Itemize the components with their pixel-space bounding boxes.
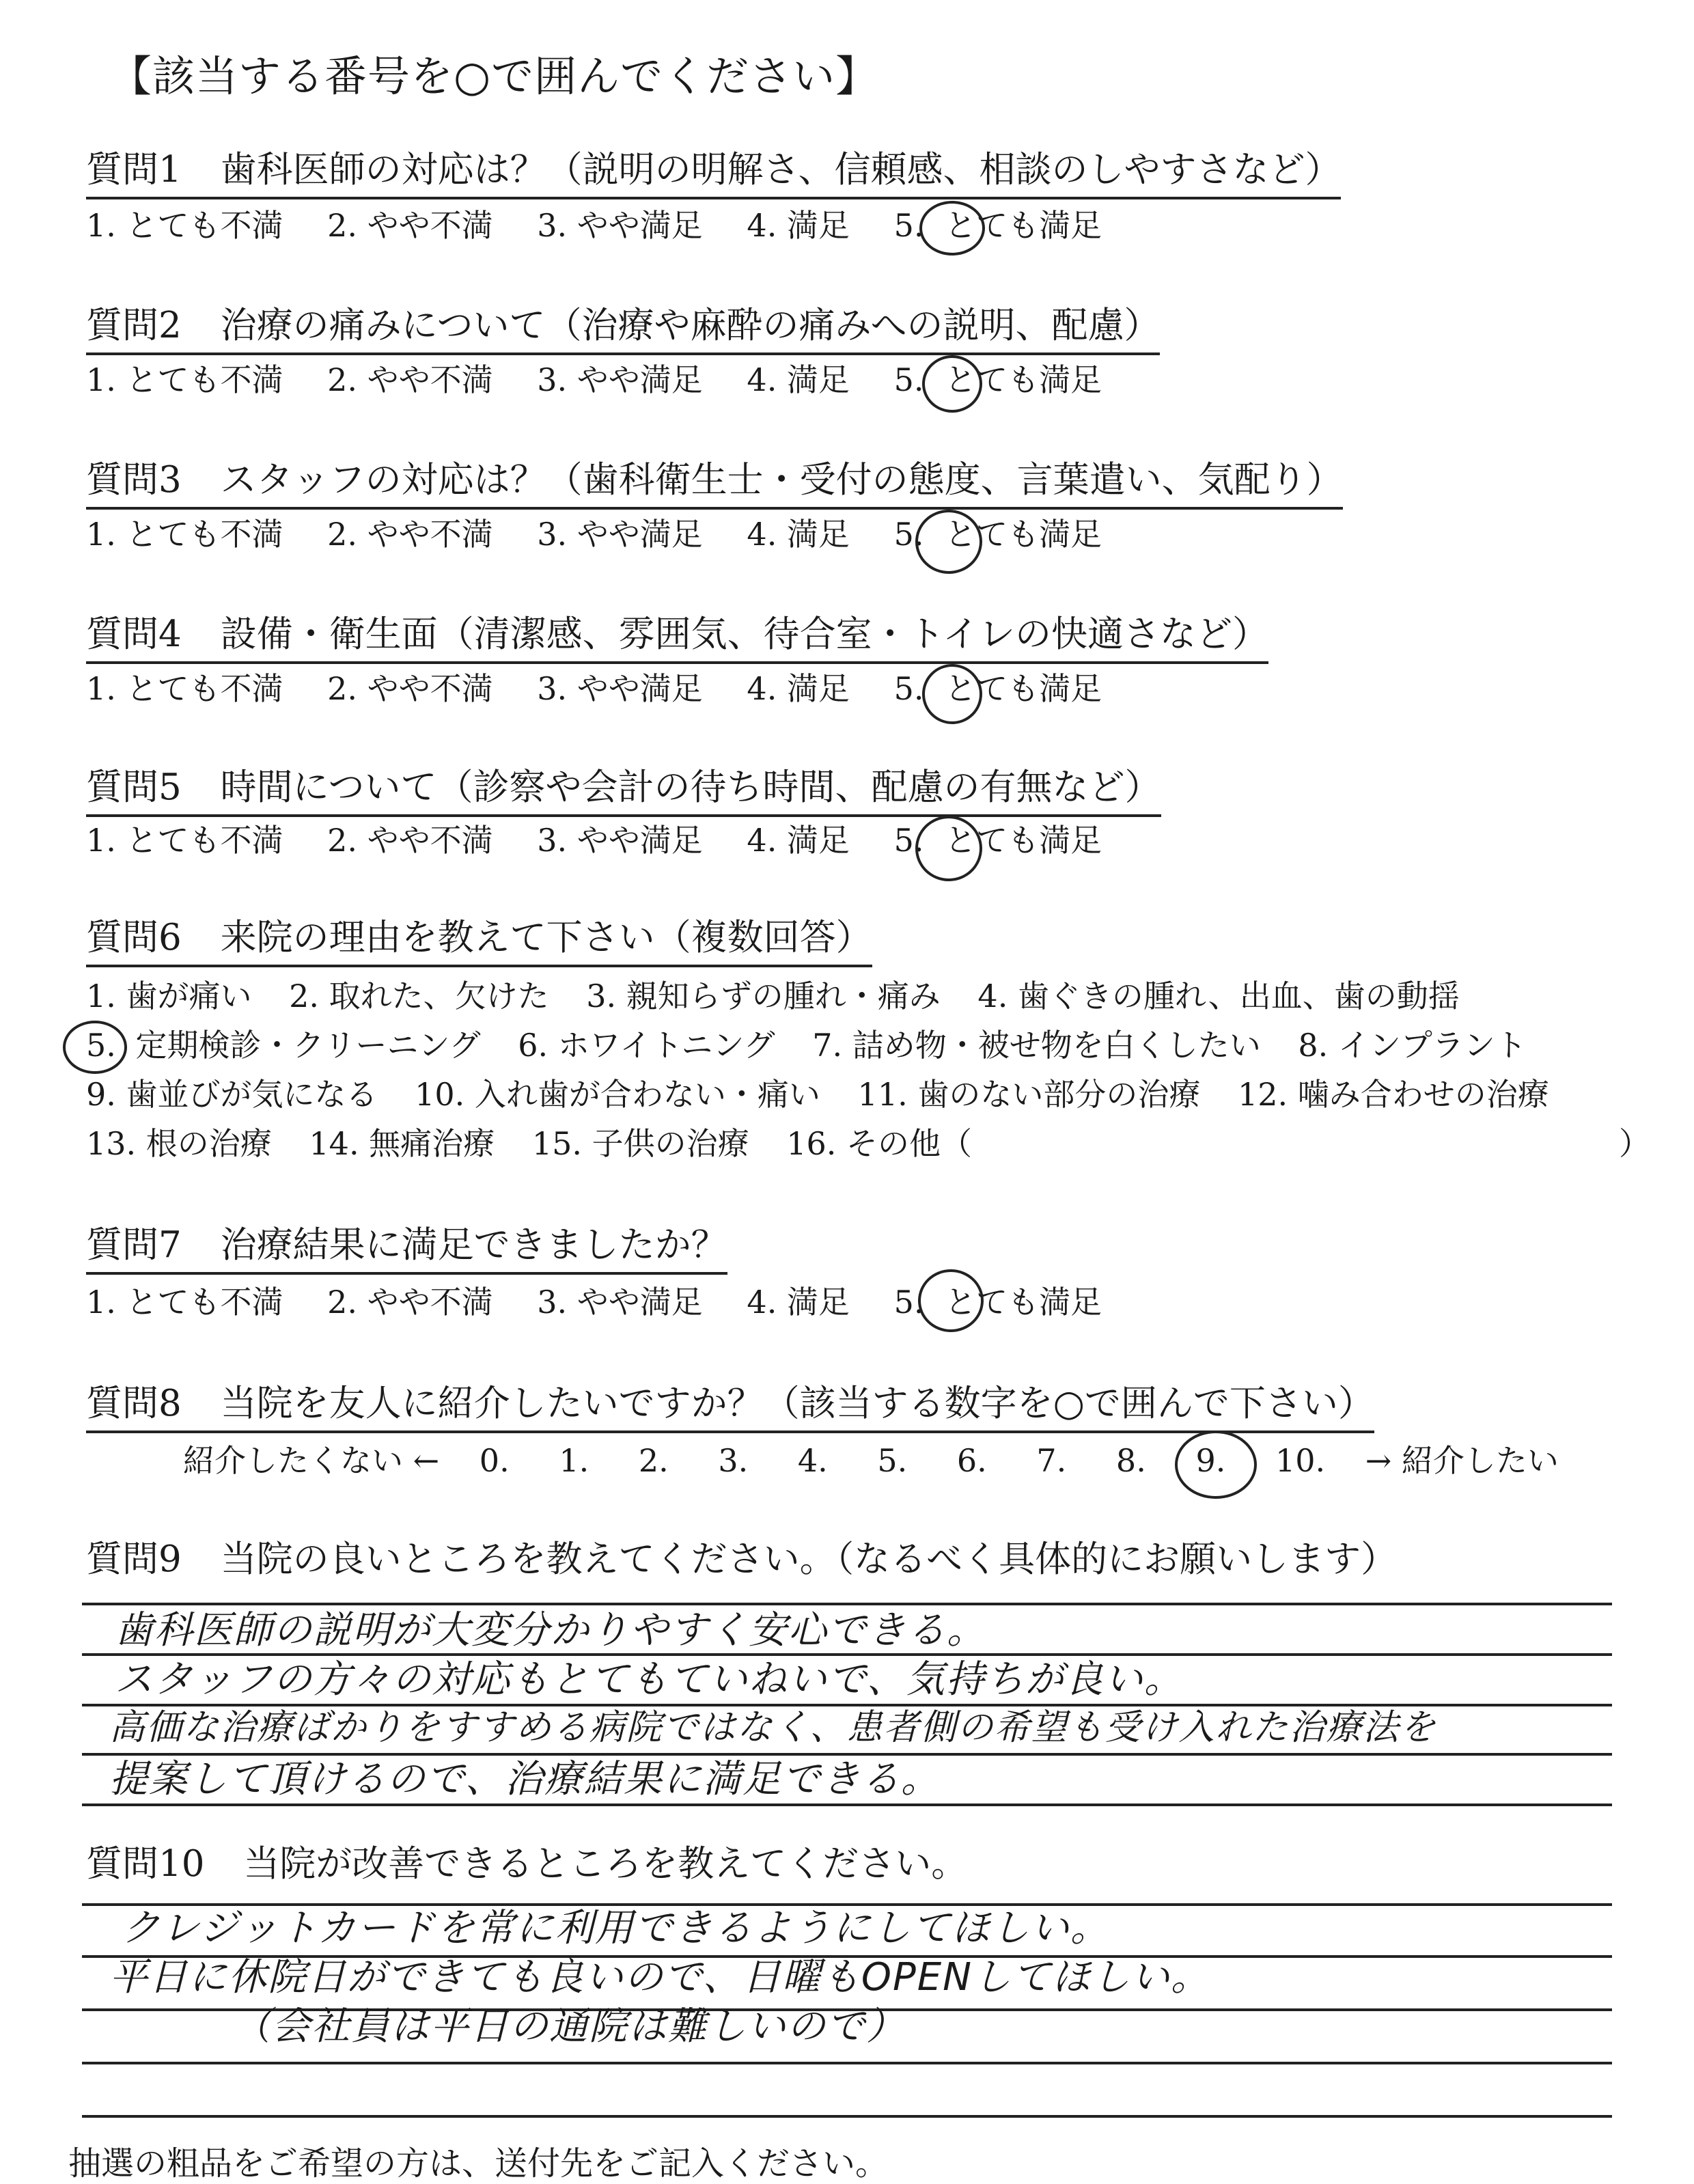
selection-circle-q2	[922, 355, 982, 413]
reason-option[interactable]: 9. 歯並びが気になる	[86, 1076, 378, 1113]
option-4[interactable]: 4. 満足	[747, 207, 850, 244]
question-8-scale	[183, 1440, 1559, 1481]
selection-circle-q5	[915, 816, 982, 881]
form-title: 【該当する番号を○で囲んでください】	[109, 51, 879, 101]
question-6-text: 来院の理由を教えて下さい（複数回答）	[220, 917, 872, 958]
question-3-text: スタッフの対応は？（歯科衛生士・受付の態度、言葉遣い、気配り）	[220, 459, 1343, 501]
option-2[interactable]: 2. やや不満	[327, 516, 493, 553]
option-3[interactable]: 3. やや満足	[537, 822, 703, 859]
footer-note: 抽選の粗品をご希望の方は、送付先をご記入ください。	[68, 2144, 889, 2183]
question-8-heading	[86, 1383, 1374, 1433]
reason-option[interactable]: 3. 親知らずの腫れ・痛み	[586, 978, 941, 1014]
reason-option[interactable]: 14. 無痛治療	[309, 1125, 495, 1162]
question-6-row-3	[86, 1074, 1549, 1115]
option-5[interactable]: 5.	[893, 670, 924, 707]
reason-option[interactable]: 6. ホワイトニング	[518, 1027, 775, 1064]
option-2[interactable]: 2. やや不満	[327, 361, 493, 398]
scale-left-label: 紹介したくない ←	[183, 1442, 440, 1479]
scale-3[interactable]: 3.	[718, 1442, 749, 1479]
option-2[interactable]: 2. やや不満	[327, 1284, 493, 1321]
reason-option-other[interactable]: 16. その他（	[786, 1125, 972, 1162]
selection-circle-q7	[918, 1269, 984, 1332]
answer-line	[82, 2062, 1612, 2064]
option-3[interactable]: 3. やや満足	[537, 516, 703, 553]
option-5-label: とても満足	[945, 207, 1102, 244]
question-10-text: 当院が改善できるところを教えてください。	[243, 1843, 968, 1885]
selection-circle-q3	[915, 510, 982, 574]
option-1[interactable]: 1. とても不満	[86, 822, 283, 859]
scale-right-label: → 紹介したい	[1365, 1442, 1559, 1479]
question-6-row-1	[86, 976, 1460, 1017]
option-1[interactable]: 1. とても不満	[86, 361, 283, 398]
selection-circle-q1	[919, 201, 985, 255]
selection-circle-q6	[63, 1021, 127, 1074]
q10-answer-line-3[interactable]: （会社員は平日の通院は難しいので）	[232, 2004, 906, 2049]
option-5[interactable]: 5.	[893, 1284, 924, 1321]
selection-circle-q8	[1175, 1430, 1257, 1499]
question-2-label: 質問2	[86, 305, 182, 346]
scale-6[interactable]: 6.	[956, 1442, 987, 1479]
option-1[interactable]: 1. とても不満	[86, 516, 283, 553]
question-9-text: 当院の良いところを教えてください。（なるべく具体的にお願いします）	[220, 1538, 1398, 1580]
reason-option[interactable]: 4. 歯ぐきの腫れ、出血、歯の動揺	[977, 978, 1460, 1014]
option-5[interactable]: 5.	[893, 516, 924, 553]
scale-10[interactable]: 10.	[1275, 1442, 1326, 1479]
question-6-label: 質問6	[86, 917, 182, 958]
option-3[interactable]: 3. やや満足	[537, 361, 703, 398]
option-2[interactable]: 2. やや不満	[327, 207, 493, 244]
question-2-heading	[86, 305, 1160, 355]
question-8-label: 質問8	[86, 1383, 182, 1424]
q10-answer-line-2[interactable]: 平日に休院日ができても良いので、日曜もOPENしてほしい。	[109, 1955, 1211, 2000]
q9-answer-line-4[interactable]: 提案して頂けるので、治療結果に満足できる。	[109, 1757, 941, 1801]
reason-option-5-number[interactable]: 5.	[86, 1027, 116, 1064]
question-10-label: 質問10	[86, 1843, 205, 1885]
option-4[interactable]: 4. 満足	[747, 516, 850, 553]
scale-5[interactable]: 5.	[877, 1442, 908, 1479]
question-9-label: 質問9	[86, 1538, 182, 1580]
option-1[interactable]: 1. とても不満	[86, 670, 283, 707]
option-4[interactable]: 4. 満足	[747, 822, 850, 859]
question-3-label: 質問3	[86, 459, 182, 501]
reason-option[interactable]: 8. インプラント	[1298, 1027, 1527, 1064]
option-5-label: とても満足	[945, 516, 1102, 553]
other-close-paren: ）	[1619, 1125, 1650, 1162]
option-5[interactable]: 5.	[893, 207, 924, 244]
reason-option[interactable]: 11. 歯のない部分の治療	[857, 1076, 1201, 1113]
question-4-heading	[86, 613, 1268, 664]
selection-circle-q4	[922, 664, 982, 724]
reason-option[interactable]: 13. 根の治療	[86, 1125, 272, 1162]
reason-option[interactable]: 15. 子供の治療	[531, 1125, 749, 1162]
q9-answer-line-3[interactable]: 高価な治療ばかりをすすめる病院ではなく、患者側の希望も受け入れた治療法を	[109, 1707, 1437, 1748]
q9-answer-line-2[interactable]: スタッフの方々の対応もとてもていねいで、気持ちが良い。	[115, 1657, 1184, 1702]
reason-option-5-label[interactable]: 定期検診・クリーニング	[135, 1027, 481, 1064]
option-5[interactable]: 5.	[893, 361, 924, 398]
question-4-label: 質問4	[86, 613, 182, 655]
question-6-heading	[86, 917, 872, 967]
reason-option[interactable]: 10. 入れ歯が合わない・痛い	[415, 1076, 820, 1113]
question-3-heading	[86, 459, 1343, 510]
option-1[interactable]: 1. とても不満	[86, 1284, 283, 1321]
q9-answer-line-1[interactable]: 歯科医師の説明が大変分かりやすく安心できる。	[115, 1608, 986, 1653]
question-6-row-4	[86, 1123, 972, 1164]
option-5[interactable]: 5.	[893, 822, 924, 859]
q10-answer-line-1[interactable]: クレジットカードを常に利用できるようにしてほしい。	[122, 1906, 1110, 1950]
question-10-heading	[86, 1843, 967, 1891]
option-5-label: とても満足	[945, 361, 1102, 398]
scale-1[interactable]: 1.	[559, 1442, 589, 1479]
question-5-label: 質問5	[86, 766, 182, 808]
question-7-heading	[86, 1224, 727, 1275]
question-7-label: 質問7	[86, 1224, 182, 1266]
question-4-text: 設備・衛生面（清潔感、雰囲気、待合室・トイレの快適さなど）	[220, 613, 1268, 655]
question-7-text: 治療結果に満足できましたか？	[220, 1224, 727, 1266]
option-2[interactable]: 2. やや不満	[327, 822, 493, 859]
scale-8[interactable]: 8.	[1115, 1442, 1146, 1479]
option-4[interactable]: 4. 満足	[747, 1284, 850, 1321]
reason-option[interactable]: 1. 歯が痛い	[86, 978, 252, 1014]
scale-7[interactable]: 7.	[1036, 1442, 1067, 1479]
option-2[interactable]: 2. やや不満	[327, 670, 493, 707]
option-3[interactable]: 3. やや満足	[537, 670, 703, 707]
question-2-text: 治療の痛みについて（治療や麻酔の痛みへの説明、配慮）	[220, 305, 1161, 346]
question-5-heading	[86, 766, 1161, 817]
answer-line	[82, 1803, 1612, 1806]
scale-9[interactable]: 9.	[1195, 1442, 1226, 1479]
scale-2[interactable]: 2.	[638, 1442, 669, 1479]
scale-0[interactable]: 0.	[479, 1442, 510, 1479]
option-3[interactable]: 3. やや満足	[537, 1284, 703, 1321]
reason-option[interactable]: 12. 噛み合わせの治療	[1237, 1076, 1549, 1113]
option-4[interactable]: 4. 満足	[747, 361, 850, 398]
answer-line	[82, 2115, 1612, 2118]
question-5-text: 時間について（診察や会計の待ち時間、配慮の有無など）	[220, 766, 1161, 808]
reason-option[interactable]: 2. 取れた、欠けた	[289, 978, 549, 1014]
question-1-text: 歯科医師の対応は？（説明の明解さ、信頼感、相談のしやすさなど）	[220, 149, 1342, 191]
option-4[interactable]: 4. 満足	[747, 670, 850, 707]
question-9-heading	[86, 1538, 1397, 1586]
question-1-heading	[86, 149, 1341, 199]
question-1-label: 質問1	[86, 149, 182, 191]
option-1[interactable]: 1. とても不満	[86, 207, 283, 244]
option-5-label: とても満足	[945, 822, 1102, 859]
option-5-label: とても満足	[945, 670, 1102, 707]
scale-4[interactable]: 4.	[797, 1442, 828, 1479]
question-6-row-2	[86, 1025, 1527, 1066]
reason-option[interactable]: 7. 詰め物・被せ物を白くしたい	[812, 1027, 1261, 1064]
question-8-text: 当院を友人に紹介したいですか？（該当する数字を○で囲んで下さい）	[220, 1383, 1374, 1424]
option-3[interactable]: 3. やや満足	[537, 207, 703, 244]
option-5-label: とても満足	[945, 1284, 1102, 1321]
